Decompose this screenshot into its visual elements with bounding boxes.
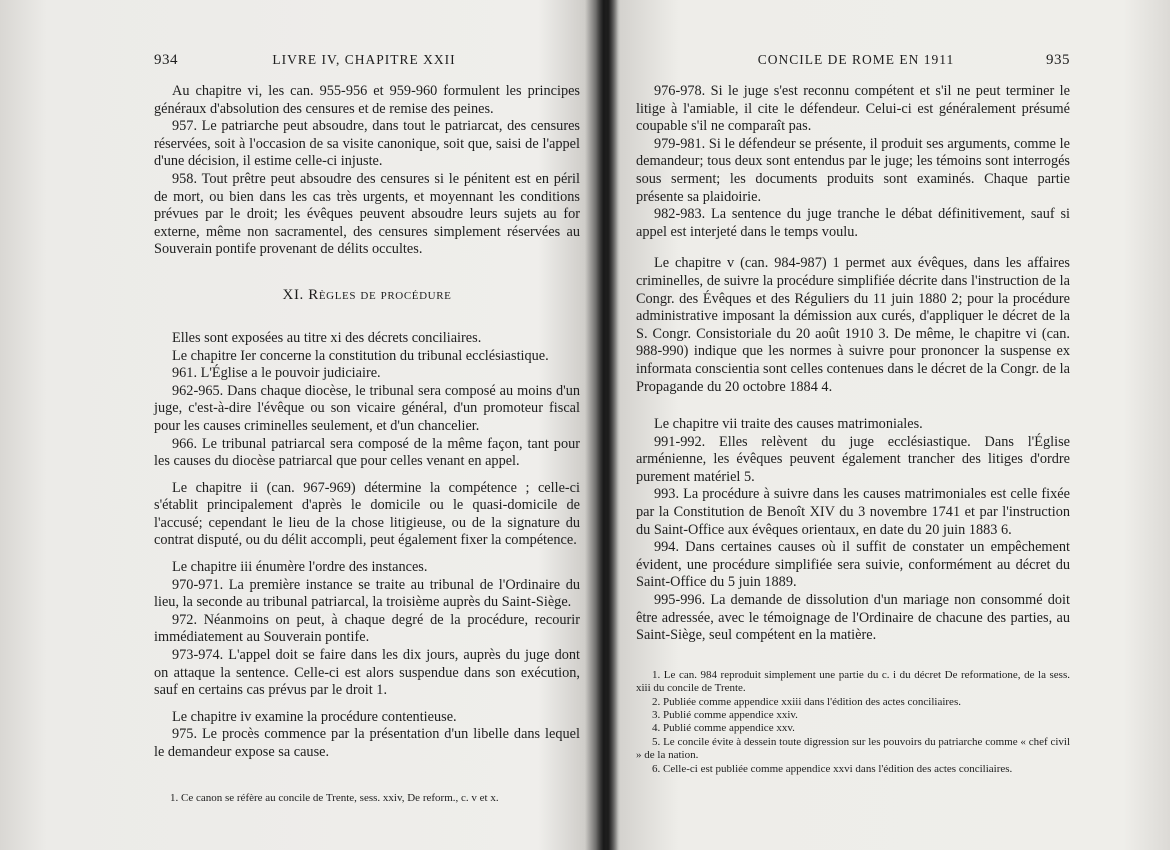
footnote: 1. Ce canon se réfère au concile de Trente, sess. xxiv, De reform., c. v et x. bbox=[170, 791, 499, 804]
paragraph: 957. Le patriarche peut absoudre, dans tout le patriarcat, des censures réservées, soit à l'occasion de sa visite canonique, soit que, saisi de l'appel d'une décision, il estime celle-ci injuste. bbox=[154, 118, 580, 170]
paragraph: Elles sont exposées au titre xi des décrets conciliaires. bbox=[172, 329, 482, 346]
paragraph: 994. Dans certaines causes où il suffit de constater un empêchement évident, une procédure simplifiée sera suivie, conformément au décret du Saint-Office du 5 juin 1889. bbox=[636, 539, 1070, 591]
footnote: 2. Publiée comme appendice xxiii dans l'édition des actes conciliaires. bbox=[652, 695, 961, 708]
paragraph: 975. Le procès commence par la présentation d'un libelle dans lequel le demandeur expose sa cause. bbox=[154, 726, 580, 760]
left-footnotes bbox=[154, 792, 580, 805]
paragraph: Au chapitre vi, les can. 955-956 et 959-960 formulent les principes généraux d'absolution des censures et de remise des peines. bbox=[154, 83, 580, 117]
right-body bbox=[636, 83, 1070, 776]
paragraph: 976-978. Si le juge s'est reconnu compétent et s'il ne peut terminer le litige à l'amiable, il cite le défendeur. Celui-ci est généralement présumé coupable s'il ne comparaît pas. bbox=[636, 83, 1070, 135]
left-running-head bbox=[154, 52, 580, 69]
paragraph: Le chapitre ii (can. 967-969) détermine la compétence ; celle-ci s'établit principalement d'après le domicile ou le quasi-domicile de l'accusé; cependant le lieu de la chose litigieuse, ou de la signature du contrat disputé, ou du délit accompli, peut également fixer la compétence. bbox=[154, 479, 580, 549]
right-running-head bbox=[636, 52, 1070, 69]
paragraph: 962-965. Dans chaque diocèse, le tribunal sera composé au moins d'un juge, c'est-à-dire l'évêque ou son vicaire général, d'un promoteur fiscal pour les causes criminelles seulement, et d'un chancelier. bbox=[154, 382, 580, 434]
right-page-number: 935 bbox=[1046, 52, 1070, 68]
paragraph: 972. Néanmoins on peut, à chaque degré de la procédure, recourir immédiatement au Souverain pontife. bbox=[154, 611, 580, 646]
footnote: 1. Le can. 984 reproduit simplement une partie du c. i du décret De reformatione, de la sess. xiii du concile de Trente. bbox=[636, 668, 1070, 695]
paragraph: 993. La procédure à suivre dans les causes matrimoniales est celle fixée par la Constitution de Benoît XIV du 3 novembre 1741 et par l'instruction du Saint-Office aux évêques orientaux, en date du 20 juin 1883 6. bbox=[636, 486, 1070, 538]
footnote: 3. Publié comme appendice xxiv. bbox=[652, 709, 798, 722]
footnote: 4. Publié comme appendice xxv. bbox=[652, 722, 795, 735]
section-title: XI. Règles de procédure bbox=[282, 286, 452, 303]
paragraph: Le chapitre v (can. 984-987) 1 permet aux évêques, dans les affaires criminelles, de suivre la procédure simplifiée décrite dans l'instruction de la Congr. des Évêques et des Réguliers du 11 juin 1880 2; pour la procédure administrative imposant la démission aux curés, d'appliquer le décret de la S. Congr. Consistoriale du 20 août 1910 3. De même, le chapitre vi (can. 988-990) indique que les normes à suivre pour prononcer la suspense ex informata conscientia sont celles contenues dans le décret de la Congr. de la Propagande du 20 octobre 1884 4. bbox=[636, 255, 1070, 395]
footnote: 5. Le concile évite à dessein toute digression sur les pouvoirs du patriarche comme « chef civil » de la nation. bbox=[636, 735, 1070, 762]
right-running-title: CONCILE DE ROME EN 1911 bbox=[757, 52, 955, 67]
left-body bbox=[154, 83, 580, 805]
paragraph: 979-981. Si le défendeur se présente, il produit ses arguments, comme le demandeur; tous deux sont entendus par le juge; les témoins sont interrogés sous serment; les documents produits sont examinés. Chaque partie présente sa plaidoirie. bbox=[636, 135, 1070, 205]
paragraph: 961. L'Église a le pouvoir judiciaire. bbox=[172, 365, 381, 382]
footnote: 6. Celle-ci est publiée comme appendice xxvi dans l'édition des actes conciliaires. bbox=[652, 762, 1013, 775]
paragraph: 973-974. L'appel doit se faire dans les dix jours, auprès du juge dont on attaque la sentence. Celle-ci est alors suspendue dans son exécution, sauf en certains cas prévus par le droit 1. bbox=[154, 647, 580, 699]
left-running-title: LIVRE IV, CHAPITRE XXII bbox=[272, 52, 456, 67]
paragraph: 958. Tout prêtre peut absoudre des censures si le pénitent est en péril de mort, ou bien dans les cas très urgents, et moyennant les conditions prévues par le droit; les évêques peuvent absoudre leurs sujets au for externe, même non sacramentel, des censures simplement réservées au Souverain pontife provenant de délits occultes. bbox=[154, 170, 580, 258]
paragraph: 995-996. La demande de dissolution d'un mariage non consommé doit être adressée, avec le témoignage de l'Ordinaire de chacune des parties, au Saint-Siège, seul compétent en la matière. bbox=[636, 592, 1070, 644]
paragraph: Le chapitre iv examine la procédure contentieuse. bbox=[172, 708, 457, 725]
paragraph: 966. Le tribunal patriarcal sera composé de la même façon, tant pour les causes du diocèse patriarcal que pour celles venant en appel. bbox=[154, 435, 580, 470]
paragraph: Le chapitre Ier concerne la constitution du tribunal ecclésiastique. bbox=[172, 347, 549, 364]
paragraph: 970-971. La première instance se traite au tribunal de l'Ordinaire du lieu, la seconde au tribunal patriarcal, la troisième auprès du Saint-Siège. bbox=[154, 576, 580, 611]
right-page bbox=[610, 0, 1170, 850]
paragraph: Le chapitre iii énumère l'ordre des instances. bbox=[172, 559, 428, 576]
left-page-number: 934 bbox=[154, 52, 178, 68]
right-footnotes bbox=[636, 669, 1070, 776]
paragraph: 982-983. La sentence du juge tranche le débat définitivement, sauf si appel est interjeté dans le temps voulu. bbox=[636, 206, 1070, 240]
paragraph: 991-992. Elles relèvent du juge ecclésiastique. Dans l'Église arménienne, les évêques peuvent également trancher des litiges d'ordre purement matériel 5. bbox=[636, 433, 1070, 485]
paragraph: Le chapitre vii traite des causes matrimoniales. bbox=[654, 416, 923, 433]
